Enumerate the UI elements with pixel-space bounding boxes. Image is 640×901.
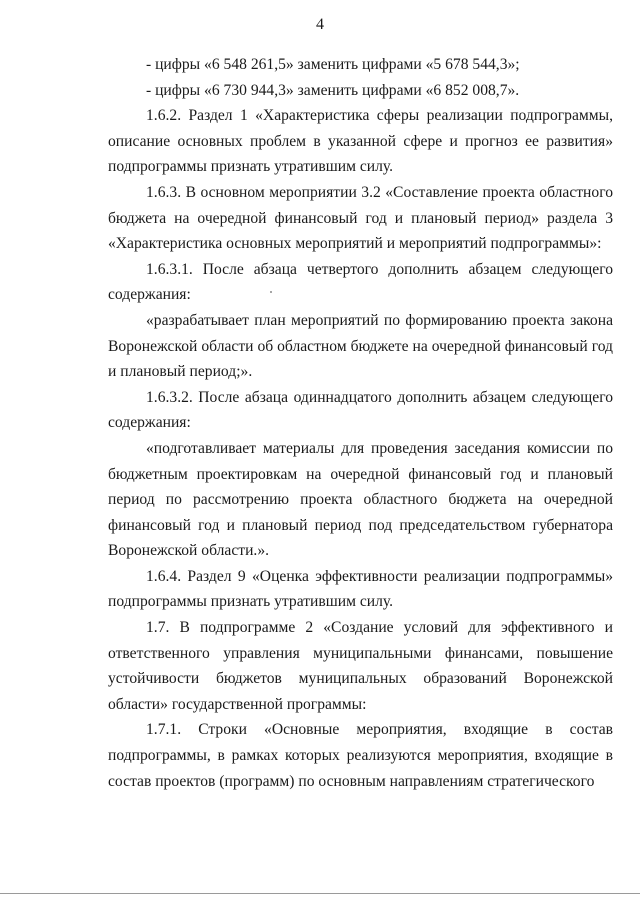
paragraph-1-6-3-1: 1.6.3.1. После абзаца четвертого дополнить абзацем следующего содержания: (108, 260, 613, 304)
page-number: 4 (316, 16, 324, 33)
paragraph-quote-plan: «разрабатывает план мероприятий по формированию проекта закона Воронежской области об областном бюджете на очередной финансовый год и плановый период;». (108, 311, 613, 381)
document-body (108, 52, 613, 794)
paragraph-digits-replace-2: - цифры «6 730 944,3» заменить цифрами «6 852 008,7». (146, 81, 520, 99)
paragraph-1-6-3: 1.6.3. В основном мероприятии 3.2 «Составление проекта областного бюджета на очередной финансовый год и плановый период» раздела 3 «Характеристика основных мероприятий и мероприятий подпрограммы»: (108, 183, 613, 253)
paragraph-1-7-1: 1.7.1. Строки «Основные мероприятия, входящие в состав подпрограммы, в рамках которых реализуются мероприятия, входящие в состав проектов (программ) по основным направлениям стратегического (108, 721, 613, 790)
paragraph-1-6-4: 1.6.4. Раздел 9 «Оценка эффективности реализации подпрограммы» подпрограммы признать утратившим силу. (108, 567, 613, 611)
paragraph-1-6-2: 1.6.2. Раздел 1 «Характеристика сферы реализации подпрограммы, описание основных проблем в указанной сфере и прогноз ее развития» подпрограммы признать утратившим силу. (108, 107, 613, 176)
scan-speck (270, 291, 272, 293)
scan-edge-line (0, 893, 640, 894)
paragraph-1-6-3-2: 1.6.3.2. После абзаца одиннадцатого дополнить абзацем следующего содержания: (108, 388, 613, 432)
paragraph-quote-materials: «подготавливает материалы для проведения заседания комиссии по бюджетным проектировкам на очередной финансовый год и плановый период по рассмотрению проекта областного бюджета на очередной финансовый год и плановый период под председательством губернатора Воронежской области.». (108, 439, 613, 560)
paragraph-digits-replace-1: - цифры «6 548 261,5» заменить цифрами «5 678 544,3»; (146, 56, 520, 73)
paragraph-1-7: 1.7. В подпрограмме 2 «Создание условий для эффективного и ответственного управления муниципальными финансами, повышение устойчивости бюджетов муниципальных образований Воронежской области» государственной программы: (108, 619, 613, 713)
